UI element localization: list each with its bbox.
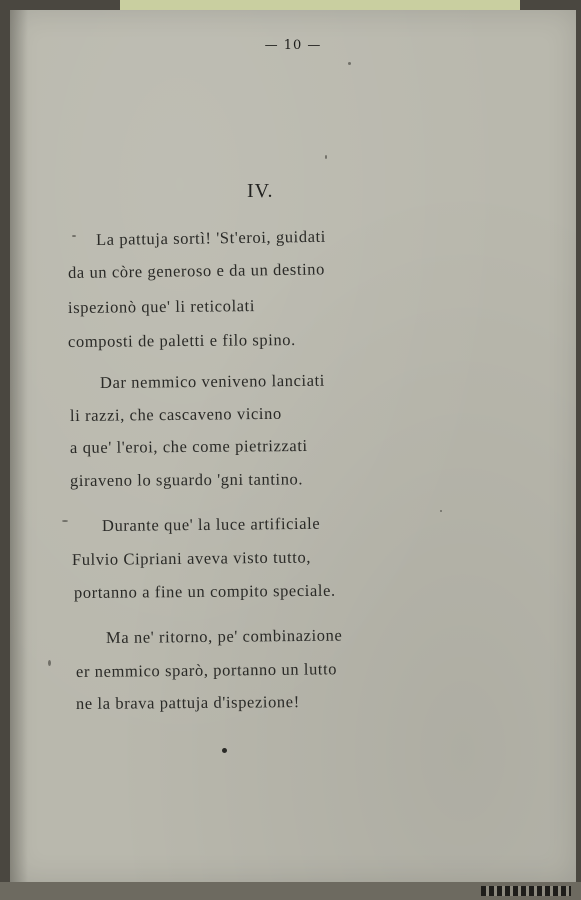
book-page <box>10 10 576 882</box>
paper-speck <box>325 155 327 159</box>
verse-line: Ma ne' ritorno, pe' combinazione <box>105 625 343 647</box>
verse-line: da un còre generoso e da un destino <box>67 259 326 282</box>
paper-speck <box>62 520 68 522</box>
paper-speck <box>348 62 351 65</box>
verse-line: ne la brava pattuja d'ispezione! <box>75 692 300 713</box>
verse-line: er nemmico sparò, portanno un lutto <box>75 659 338 681</box>
paper-speck <box>72 235 76 237</box>
verse-line: portanno a fine un compito speciale. <box>73 580 336 602</box>
verse-line: li razzi, che cascaveno vicino <box>69 403 282 425</box>
end-ornament-dot <box>222 748 227 753</box>
paper-speck <box>48 660 51 666</box>
page-binding-shadow <box>10 10 28 882</box>
verse-line: Durante que' la luce artificiale <box>101 513 321 535</box>
verse-line: a que' l'eroi, che come pietrizzati <box>69 435 308 457</box>
paper-speck <box>440 510 442 512</box>
page-number: — 10 — <box>264 38 322 53</box>
section-heading: IV. <box>247 180 274 202</box>
bottom-paper-edge <box>0 882 581 900</box>
scan-edge-artifact <box>481 886 571 896</box>
verse-line: giraveno lo sguardo 'gni tantino. <box>69 469 304 490</box>
verse-line: La pattuja sortì! 'St'eroi, guidati <box>95 226 327 249</box>
verse-line: Dar nemmico veniveno lanciati <box>99 370 326 392</box>
verse-line: Fulvio Cipriani aveva visto tutto, <box>71 547 312 569</box>
verse-line: ispezionò que' li reticolati <box>67 296 256 317</box>
verse-line: composti de paletti e filo spino. <box>67 330 296 351</box>
